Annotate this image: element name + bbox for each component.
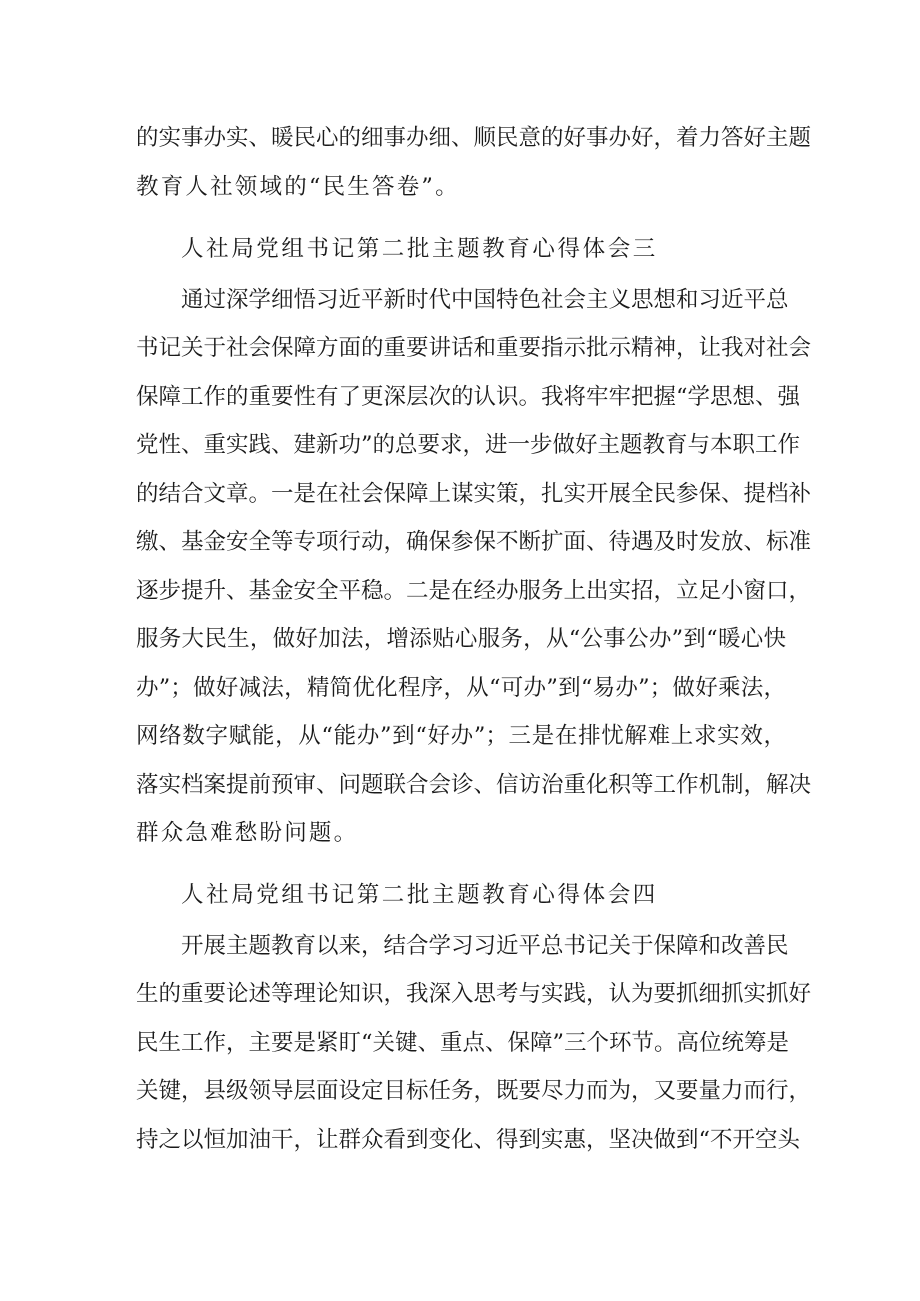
body-text-line: 持之以恒加油干，让群众看到变化、得到实惠，坚决做到“不开空头 bbox=[136, 1127, 801, 1153]
body-text-line: 开展主题教育以来，结合学习习近平总书记关于保障和改善民 bbox=[181, 933, 789, 959]
body-text-line: 民生工作，主要是紧盯“关键、重点、保障”三个环节。高位统筹是 bbox=[136, 1030, 790, 1056]
body-text-line: 群众急难愁盼问题。 bbox=[136, 820, 359, 846]
body-text-line: 党性、重实践、建新功”的总要求，进一步做好主题教育与本职工作 bbox=[136, 432, 801, 458]
body-text-line: 教育人社领域的“民生答卷”。 bbox=[136, 174, 460, 200]
body-text-line: 的结合文章。一是在社会保障上谋实策，扎实开展全民参保、提档补 bbox=[136, 481, 812, 507]
section-heading: 人社局党组书记第二批主题教育心得体会四 bbox=[181, 882, 658, 908]
body-text-line: 办”；做好减法，精简优化程序，从“可办”到“易办”；做好乘法， bbox=[136, 675, 786, 701]
body-text-line: 关键，县级领导层面设定目标任务，既要尽力而为，又要量力而行， bbox=[136, 1078, 812, 1104]
section-heading: 人社局党组书记第二批主题教育心得体会三 bbox=[181, 236, 658, 262]
body-text-line: 网络数字赋能，从“能办”到“好办”；三是在排忧解难上求实效， bbox=[136, 723, 786, 749]
body-text-line: 缴、基金安全等专项行动，确保参保不断扩面、待遇及时发放、标准 bbox=[136, 529, 812, 555]
body-text-line: 保障工作的重要性有了更深层次的认识。我将牢牢把握“学思想、强 bbox=[136, 384, 801, 410]
body-text-line: 逐步提升、基金安全平稳。二是在经办服务上出实招，立足小窗口， bbox=[136, 578, 812, 604]
body-text-line: 书记关于社会保障方面的重要讲话和重要指示批示精神，让我对社会 bbox=[136, 335, 812, 361]
body-text-line: 的实事办实、暖民心的细事办细、顺民意的好事办好，着力答好主题 bbox=[136, 125, 812, 151]
body-text-line: 生的重要论述等理论知识，我深入思考与实践，认为要抓细抓实抓好 bbox=[136, 981, 812, 1007]
body-text-line: 服务大民生，做好加法，增添贴心服务，从“公事公办”到“暖心快 bbox=[136, 626, 786, 652]
body-text-line: 通过深学细悟习近平新时代中国特色社会主义思想和习近平总 bbox=[181, 287, 789, 313]
body-text-line: 落实档案提前预审、问题联合会诊、信访治重化积等工作机制，解决 bbox=[136, 772, 812, 798]
